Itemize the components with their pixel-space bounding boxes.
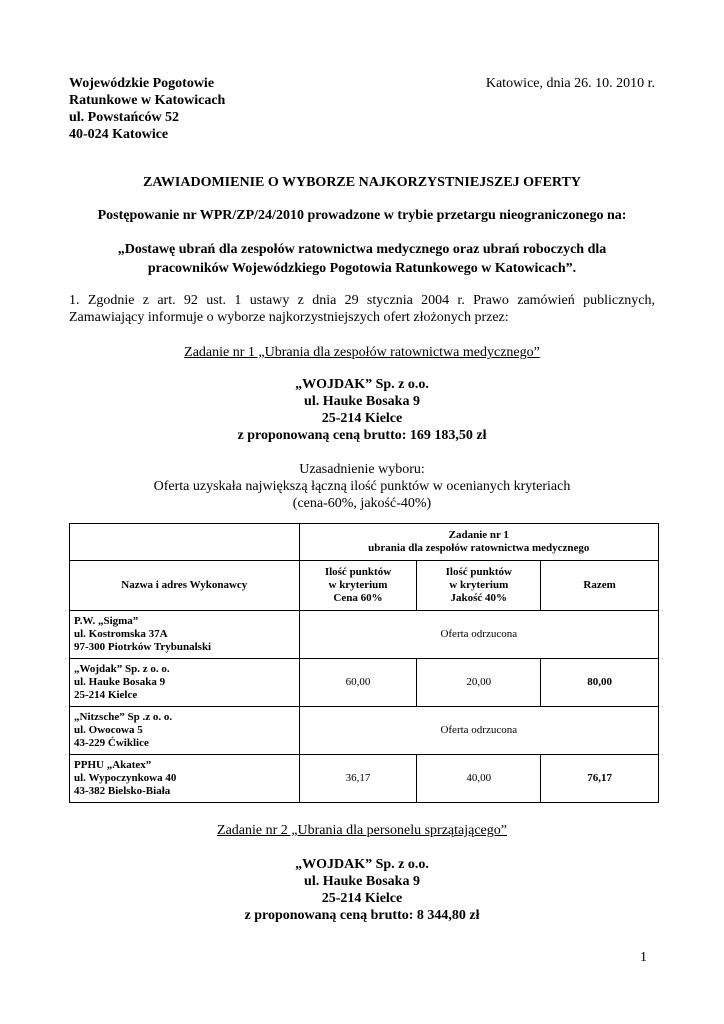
rejected-cell: Oferta odrzucona	[299, 611, 658, 659]
bidder-line: 43-229 Ćwiklice	[74, 737, 149, 749]
table-row	[70, 755, 659, 803]
quality-score-cell: 20,00	[417, 659, 541, 707]
group-header-line: Zadanie nr 1	[448, 529, 509, 541]
table-row	[70, 611, 659, 659]
justification-line: Oferta uzyskała największą łączną ilość punktów w ocenianych kryteriach	[153, 479, 571, 494]
sender-line: 40-024 Katowice	[69, 127, 169, 142]
col-header-price	[299, 561, 417, 611]
bidder-cell	[70, 755, 300, 803]
task1-justification	[90, 461, 634, 512]
task2-heading: Zadanie nr 2 „Ubrania dla personelu sprzątającego”	[217, 823, 507, 838]
paragraph-1: 1. Zgodnie z art. 92 ust. 1 ustawy z dnia 29 stycznia 2004 r. Prawo zamówień publicznych, Zamawiający informuje o wyborze najkorzystniejszych ofert złożonych przez:	[69, 293, 655, 325]
col-header-total: Razem	[541, 561, 659, 611]
task1-winner	[140, 376, 584, 444]
group-header-cell	[299, 524, 658, 561]
winner-line: 25-214 Kielce	[321, 411, 403, 426]
bidder-line: 43-382 Bielsko-Biała	[74, 785, 171, 797]
bidder-cell	[70, 611, 300, 659]
winner-price: z proponowaną ceną brutto: 8 344,80 zł	[244, 908, 480, 923]
sender-line: Ratunkowe w Katowicach	[69, 93, 226, 108]
bidder-line: „Nitzsche” Sp .z o. o.	[74, 711, 173, 723]
empty-header-cell	[70, 524, 300, 561]
header-line: Cena 60%	[333, 592, 383, 604]
quality-score-cell: 40,00	[417, 755, 541, 803]
header-line: w kryterium	[449, 579, 509, 591]
sender-line: ul. Powstańców 52	[69, 110, 180, 125]
sender-line: Wojewódzkie Pogotowie	[69, 76, 215, 91]
bidder-line: P.W. „Sigma”	[74, 615, 139, 627]
bidder-line: ul. Owocowa 5	[74, 724, 143, 736]
winner-line: „WOJDAK” Sp. z o.o.	[295, 377, 429, 392]
bidder-line: 97-300 Piotrków Trybunalski	[74, 641, 212, 653]
task2-winner	[140, 856, 584, 924]
winner-line: ul. Hauke Bosaka 9	[304, 394, 420, 409]
sender-address	[69, 75, 329, 143]
header-line: Ilość punktów	[445, 566, 512, 578]
bidder-line: ul. Kostromska 37A	[74, 628, 168, 640]
rejected-cell: Oferta odrzucona	[299, 707, 658, 755]
results-table	[69, 523, 659, 803]
bidder-cell	[70, 659, 300, 707]
total-score-cell: 76,17	[541, 755, 659, 803]
header-line: w kryterium	[328, 579, 388, 591]
document-title: ZAWIADOMIENIE O WYBORZE NAJKORZYSTNIEJSZEJ OFERTY	[143, 175, 581, 190]
justification-line: (cena-60%, jakość-40%)	[292, 496, 432, 511]
bidder-line: „Wojdak” Sp. z o. o.	[74, 663, 170, 675]
header-line: Ilość punktów	[324, 566, 392, 578]
table-header-row	[70, 561, 659, 611]
procedure-line: Postępowanie nr WPR/ZP/24/2010 prowadzone w trybie przetargu nieograniczonego na:	[97, 208, 627, 223]
total-score-cell: 80,00	[541, 659, 659, 707]
table-header-row	[70, 524, 659, 561]
col-header-quality	[417, 561, 541, 611]
winner-price: z proponowaną ceną brutto: 169 183,50 zł	[237, 428, 487, 443]
price-score-cell: 60,00	[299, 659, 417, 707]
group-header-line: ubrania dla zespołów ratownictwa medycznego	[368, 542, 590, 554]
bidder-line: ul. Wypoczynkowa 40	[74, 772, 177, 784]
contract-subject: „Dostawę ubrań dla zespołów ratownictwa medycznego oraz ubrań roboczych dla pracowników Wojewódzkiego Pogotowia Ratunkowego w Katowicach”.	[117, 242, 607, 276]
winner-line: „WOJDAK” Sp. z o.o.	[295, 857, 429, 872]
bidder-line: ul. Hauke Bosaka 9	[74, 676, 166, 688]
col-header-name: Nazwa i adres Wykonawcy	[70, 561, 300, 611]
place-date: Katowice, dnia 26. 10. 2010 r.	[485, 76, 655, 91]
bidder-line: 25-214 Kielce	[74, 689, 138, 701]
table-row	[70, 659, 659, 707]
page-number: 1	[640, 950, 647, 965]
justification-line: Uzasadnienie wyboru:	[299, 462, 425, 477]
bidder-cell	[70, 707, 300, 755]
task1-heading: Zadanie nr 1 „Ubrania dla zespołów ratownictwa medycznego”	[184, 345, 540, 360]
winner-line: 25-214 Kielce	[321, 891, 403, 906]
header-line: Jakość 40%	[450, 592, 508, 604]
price-score-cell: 36,17	[299, 755, 417, 803]
table-row	[70, 707, 659, 755]
bidder-line: PPHU „Akatex”	[74, 759, 152, 771]
winner-line: ul. Hauke Bosaka 9	[304, 874, 420, 889]
